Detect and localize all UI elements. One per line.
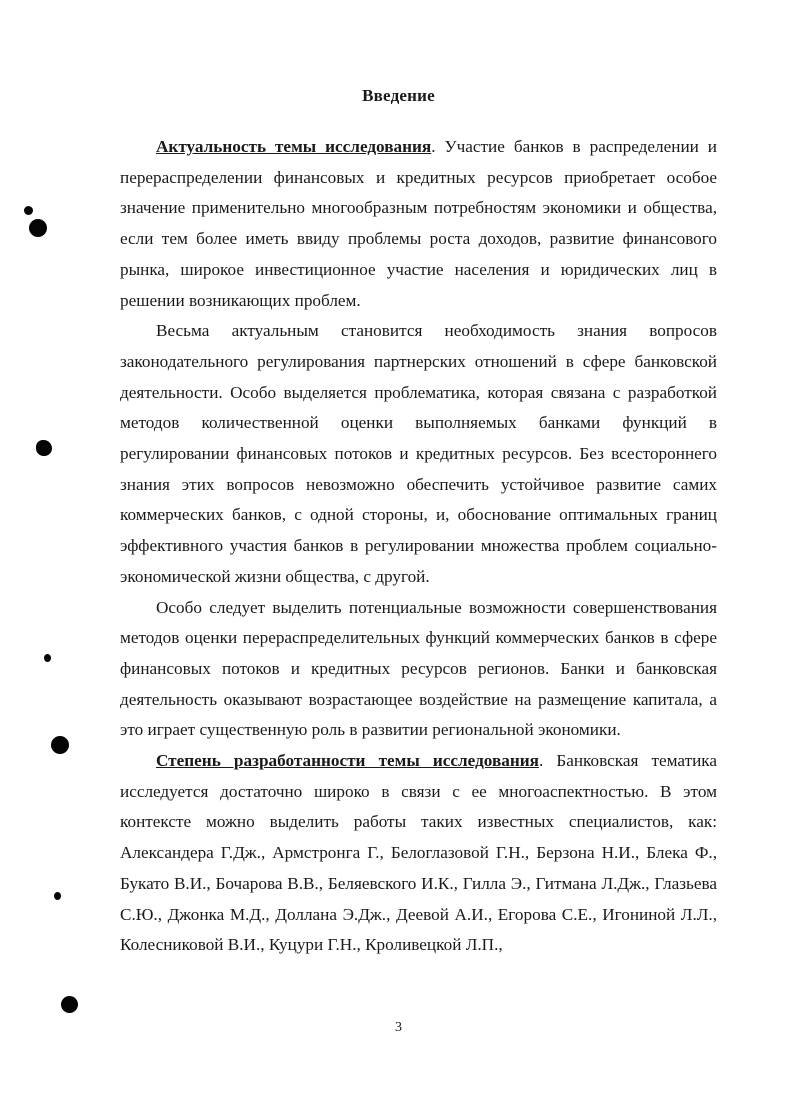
paragraph-text: . Банковская тематика исследуется достаточно широко в связи с ее многоаспектностью. В этом контексте можно выделить работы таких известных специалистов, как: Александера Г.Дж., Армстронга Г., Белоглазовой Г.Н., Берзона Н.И., Блека Ф., Букато В.И., Бочарова В.В., Беляевского И.К., Гилла Э., Гитмана Л.Дж., Глазьева С.Ю., Джонка М.Д., Доллана Э.Дж., Деевой А.И., Егорова С.Е., Игониной Л.Л., Колесниковой В.И., Куцури Г.Н., Кроливецкой Л.П., (120, 751, 718, 955)
binder-hole-3 (51, 736, 69, 754)
paragraph-text: Особо следует выделить потенциальные возможности совершенствования методов оценки перераспределительных функций коммерческих банков в сфере финансовых потоков и кредитных ресурсов регионов. Банки и банковская деятельность оказывают возрастающее воздействие на размещение капитала, а это играет существенную роль в развитии региональной экономики. (120, 597, 717, 740)
section-heading-relevance: Актуальность темы исследования (156, 137, 432, 156)
binder-hole-2 (36, 440, 52, 456)
paragraph-text: . Участие банков в распределении и перераспределении финансовых и кредитных ресурсов приобретает особое значение применительно многообразным потребностям экономики и общества, если тем более иметь ввиду проблемы роста доходов, развитие финансового рынка, широкое инвестиционное участие населения и юридических лиц в решении возникающих проблем. (120, 137, 717, 310)
paragraph-relevance (120, 132, 717, 316)
binder-hole-1 (29, 219, 47, 237)
paragraph-text: Весьма актуальным становится необходимость знания вопросов законодательного регулирования партнерских отношений в сфере банковской деятельности. Особо выделяется проблематика, которая связана с разработкой методов количественной оценки выполняемых банками функций в регулировании финансовых потоков и кредитных ресурсов. Без всестороннего знания этих вопросов невозможно обеспечить устойчивое развитие самих коммерческих банков, с одной стороны, и, обоснование оптимальных границ эффективного участия банков в регулировании множества проблем социально-экономической жизни общества, с другой. (120, 321, 717, 586)
binder-mark-3 (54, 892, 61, 900)
paragraph-regulation (120, 316, 717, 592)
binder-mark-1 (24, 206, 33, 215)
body-text (120, 132, 717, 961)
page-number: 3 (395, 1020, 402, 1035)
paragraph-regional (120, 593, 717, 747)
binder-mark-2 (44, 654, 51, 662)
section-heading-research-degree: Степень разработанности темы исследования (156, 751, 539, 771)
binder-hole-4 (61, 996, 78, 1013)
page-title: Введение (362, 86, 435, 105)
paragraph-research-degree (120, 746, 717, 961)
